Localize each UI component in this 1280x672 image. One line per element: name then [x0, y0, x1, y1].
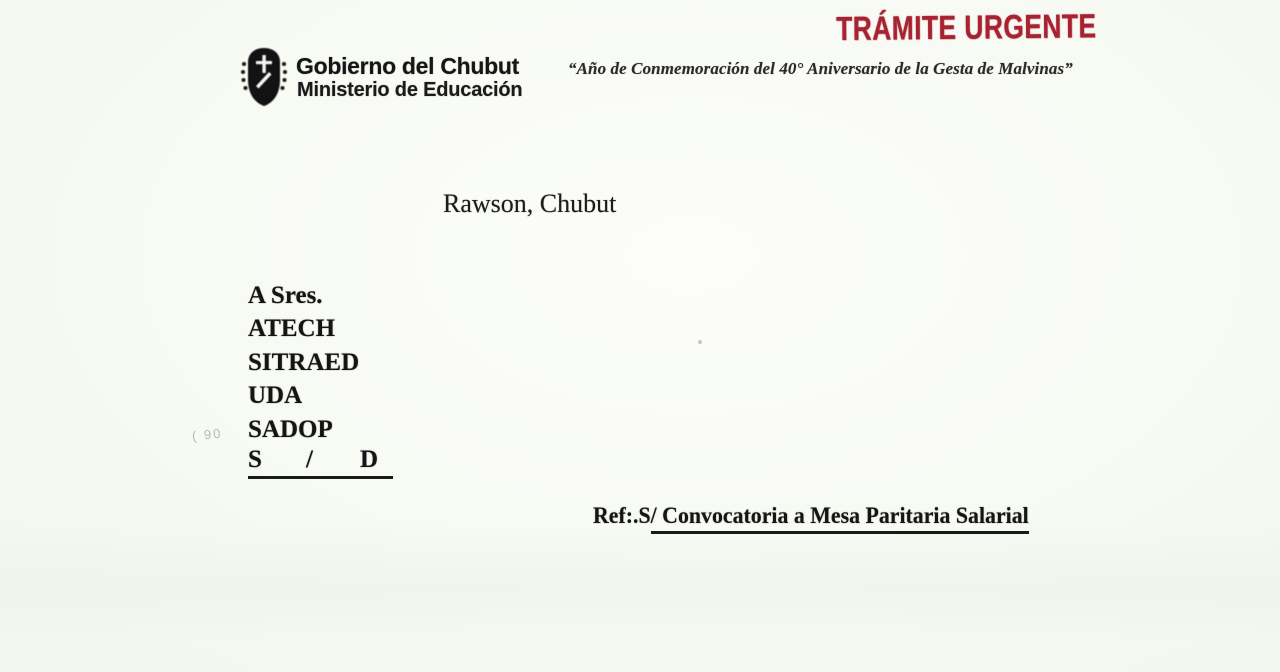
sd-letter-s: S: [248, 446, 262, 474]
chubut-government-emblem-icon: [240, 46, 288, 108]
commemoration-motto: “Año de Conmemoración del 40° Aniversario de la Gesta de Malvinas”: [568, 59, 1073, 78]
pencil-annotation: ( 90: [191, 425, 224, 444]
reference-line: [593, 503, 1029, 534]
sd-slash: /: [306, 446, 313, 474]
dateline: Rawson, Chubut: [443, 189, 617, 218]
recipient-union: UDA: [248, 382, 303, 410]
recipient-union: SADOP: [248, 415, 333, 443]
recipient-union: ATECH: [248, 315, 336, 343]
sd-letter-d: D: [360, 446, 379, 474]
recipients-block: [248, 279, 393, 479]
reference-prefix: Ref:.S: [593, 503, 651, 528]
org-name: Gobierno del Chubut: [296, 53, 519, 79]
su-despacho-line: [248, 446, 393, 479]
ministry-name: Ministerio de Educación: [297, 79, 523, 101]
urgent-stamp: TRÁMITE URGENTE: [836, 8, 1097, 48]
reference-subject: / Convocatoria a Mesa Paritaria Salarial: [651, 503, 1029, 534]
salutation: A Sres.: [248, 282, 323, 309]
recipient-union: SITRAED: [248, 348, 360, 376]
paper-speck: [698, 340, 702, 344]
